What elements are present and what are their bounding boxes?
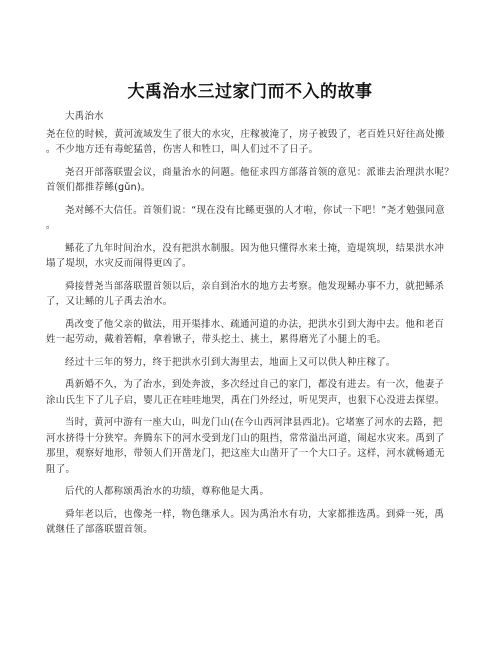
paragraph-line: 首领们都推荐鲧(gǔn)。 [46, 182, 151, 193]
paragraph [46, 165, 458, 196]
paragraph-line: 禹改变了他父亲的做法，用开渠排水、疏通河道的办法，把洪水引到大海中去。他和老百 [65, 318, 445, 330]
paragraph [46, 377, 458, 408]
paragraph-line: 当时，黄河中游有一座大山，叫龙门山(在今山西河津县西北)。它堵塞了河水的去路，把 [65, 417, 443, 428]
paragraph-line: 就继任了部落联盟首领。 [46, 524, 153, 535]
paragraph-line: 。 [46, 220, 56, 231]
document-body [46, 109, 458, 545]
paragraph [46, 203, 458, 234]
paragraph-line: 涂山氏生下了儿子启，婴儿正在哇哇地哭，禹在门外经过，听见哭声，也狠下心没进去探望。 [46, 394, 445, 406]
paragraph-line: 舜年老以后，也像尧一样，物色继承人。因为禹治水有功，大家都推选禹。到舜一死，禹 [65, 508, 445, 520]
paragraph-line: 尧召开部落联盟会议，商量治水的问题。他征求四方部落首领的意见：派谁去治理洪水呢？ [65, 166, 455, 178]
paragraph [46, 241, 458, 272]
paragraph [46, 507, 458, 538]
paragraph-line: 阻了。 [46, 463, 76, 475]
paragraph [46, 317, 458, 348]
paragraph-line: 尧在位的时候，黄河流域发生了很大的水灾，庄稼被淹了，房子被毁了，老百姓只好往高处搬 [46, 128, 445, 140]
section-heading-text: 大禹治水 [65, 111, 104, 122]
paragraph-line: 。不少地方还有毒蛇猛兽，伤害人和牲口，叫人们过不了日子。 [46, 144, 319, 155]
paragraph-line: 经过十三年的努力，终于把洪水引到大海里去，地面上又可以供人种庄稼了。 [65, 356, 396, 368]
paragraph [46, 415, 458, 477]
section-heading [46, 109, 458, 125]
paragraph-line: 禹新婚不久，为了治水，到处奔波，多次经过自己的家门，都没有进去。有一次，他妻子 [65, 379, 445, 390]
document-title: 大禹治水三过家门而不入的故事 [127, 82, 373, 102]
paragraph-line: 尧对鲧不大信任。首领们说：“现在没有比鲧更强的人才啦，你试一下吧！”尧才勉强同意 [65, 204, 445, 216]
paragraph-line: 了，又让鲧的儿子禹去治水。 [46, 296, 173, 307]
paragraph-line: 鲧花了九年时间治水，没有把洪水制服。因为他只懂得水来土掩，造堤筑坝，结果洪水冲 [65, 242, 445, 254]
paragraph-line: 姓一起劳动，戴着箬帽，拿着锹子，带头挖土、挑土，累得磨光了小腿上的毛。 [46, 334, 387, 345]
paragraph-line: 舜接替尧当部落联盟首领以后，亲自到治水的地方去考察。他发现鲧办事不力，就把鲧杀 [65, 280, 445, 292]
paragraph-line: 那里，观察好地形，带领人们开凿龙门，把这座大山凿开了一个大口子。这样，河水就畅通无 [46, 448, 445, 459]
paragraph [46, 127, 458, 158]
paragraph [46, 484, 458, 500]
paragraph-line: 塌了堤坝，水灾反而闹得更凶了。 [46, 258, 192, 269]
paragraph [46, 355, 458, 371]
paragraph-line: 后代的人都称颂禹治水的功绩，尊称他是大禹。 [65, 486, 270, 497]
paragraph-line: 河水挤得十分狭窄。奔腾东下的河水受到龙门山的阻挡，常常溢出河道，闹起水灾来。禹到了 [46, 432, 445, 444]
paragraph [46, 279, 458, 310]
